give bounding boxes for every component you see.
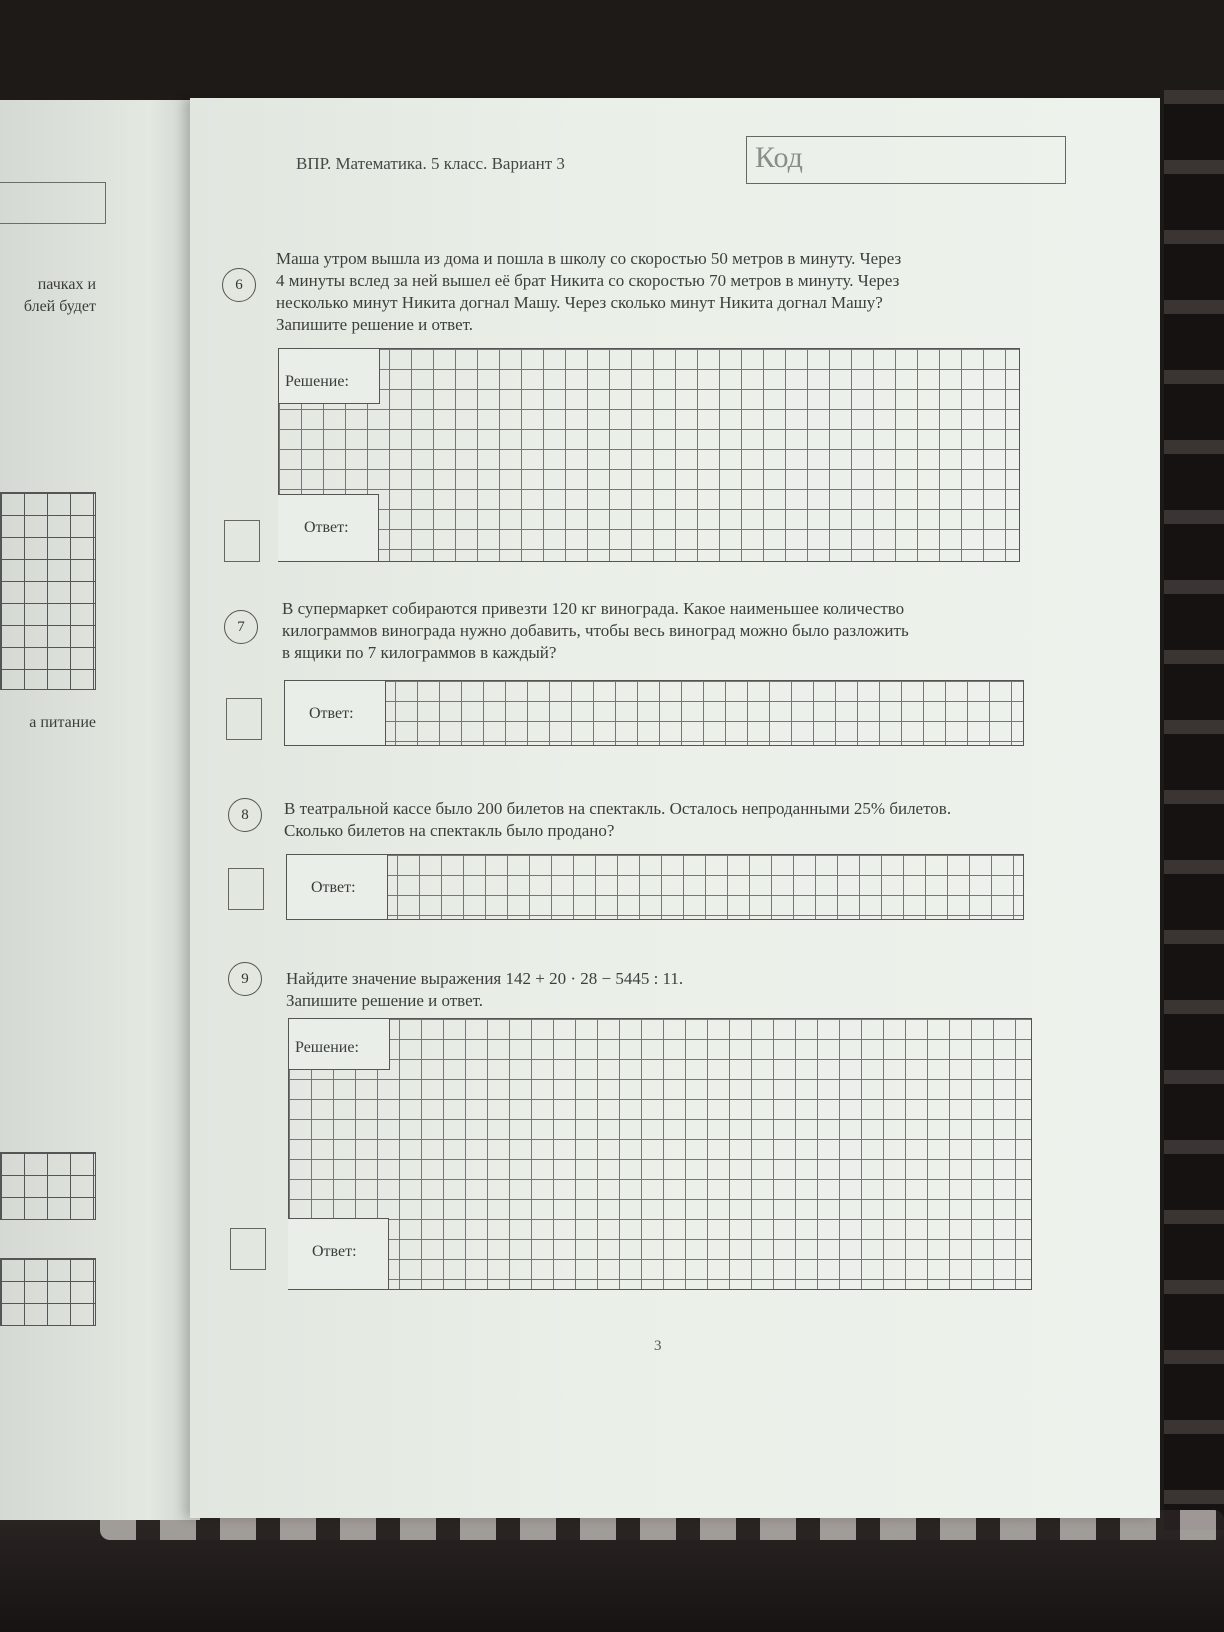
left-page-text-1: пачках и <box>37 276 96 293</box>
task-number: 7 <box>224 610 258 644</box>
worksheet-page <box>190 98 1160 1518</box>
answer-label: Ответ: <box>312 1243 357 1260</box>
task-question <box>284 798 1026 842</box>
question-line: Маша утром вышла из дома и пошла в школу со скоростью 50 метров в минуту. Через <box>276 249 902 268</box>
solution-label: Решение: <box>295 1039 359 1056</box>
task-question <box>282 598 1028 664</box>
left-answer-grid <box>0 492 96 690</box>
left-code-box <box>0 182 106 224</box>
score-box[interactable] <box>230 1228 266 1270</box>
score-box[interactable] <box>226 698 262 740</box>
binder-edge <box>1164 90 1224 1530</box>
task-number: 9 <box>228 962 262 996</box>
answer-label: Ответ: <box>304 519 349 536</box>
question-line: в ящики по 7 килограммов в каждый? <box>282 643 557 662</box>
answer-label-box <box>285 681 386 745</box>
solution-label: Решение: <box>285 373 349 390</box>
score-box[interactable] <box>228 868 264 910</box>
solution-label-box <box>289 1019 390 1070</box>
answer-label: Ответ: <box>311 879 356 896</box>
page-number: 3 <box>654 1338 662 1354</box>
task-number: 6 <box>222 268 256 302</box>
solution-label-box <box>279 349 380 404</box>
code-label: Код <box>755 141 803 174</box>
answer-label-box <box>278 494 379 561</box>
left-page-text-2: блей будет <box>23 298 96 315</box>
solution-grid[interactable] <box>288 1018 1032 1290</box>
left-page <box>0 100 200 1520</box>
left-page-text-3: а питание <box>29 714 96 731</box>
task-question <box>276 248 1028 336</box>
solution-grid[interactable] <box>278 348 1020 562</box>
question-line: Запишите решение и ответ. <box>276 315 474 334</box>
answer-grid[interactable] <box>286 854 1024 920</box>
answer-label-box <box>288 1218 389 1289</box>
question-line: В супермаркет собираются привезти 120 кг винограда. Какое наименьшее количество <box>282 599 905 618</box>
question-line: Найдите значение выражения 142 + 20 · 28 − 5445 : 11. <box>286 969 684 988</box>
task-question <box>286 968 1026 1012</box>
answer-label: Ответ: <box>309 705 354 722</box>
task-number: 8 <box>228 798 262 832</box>
question-line: Запишите решение и ответ. <box>286 991 484 1010</box>
left-answer-grid <box>0 1152 96 1220</box>
answer-label-box <box>287 855 388 919</box>
page-header-title: ВПР. Математика. 5 класс. Вариант 3 <box>296 154 565 173</box>
code-field[interactable] <box>746 136 1066 184</box>
answer-grid[interactable] <box>284 680 1024 746</box>
left-answer-grid <box>0 1258 96 1326</box>
question-line: несколько минут Никита догнал Машу. Через сколько минут Никита догнал Машу? <box>276 293 883 312</box>
question-line: В театральной кассе было 200 билетов на спектакль. Осталось непроданными 25% билетов. <box>284 799 952 818</box>
question-line: килограммов винограда нужно добавить, чтобы весь виноград можно было разложить <box>282 621 909 640</box>
question-line: Сколько билетов на спектакль было продано? <box>284 821 615 840</box>
score-box[interactable] <box>224 520 260 562</box>
question-line: 4 минуты вслед за ней вышел её брат Никита со скоростью 70 метров в минуту. Через <box>276 271 900 290</box>
